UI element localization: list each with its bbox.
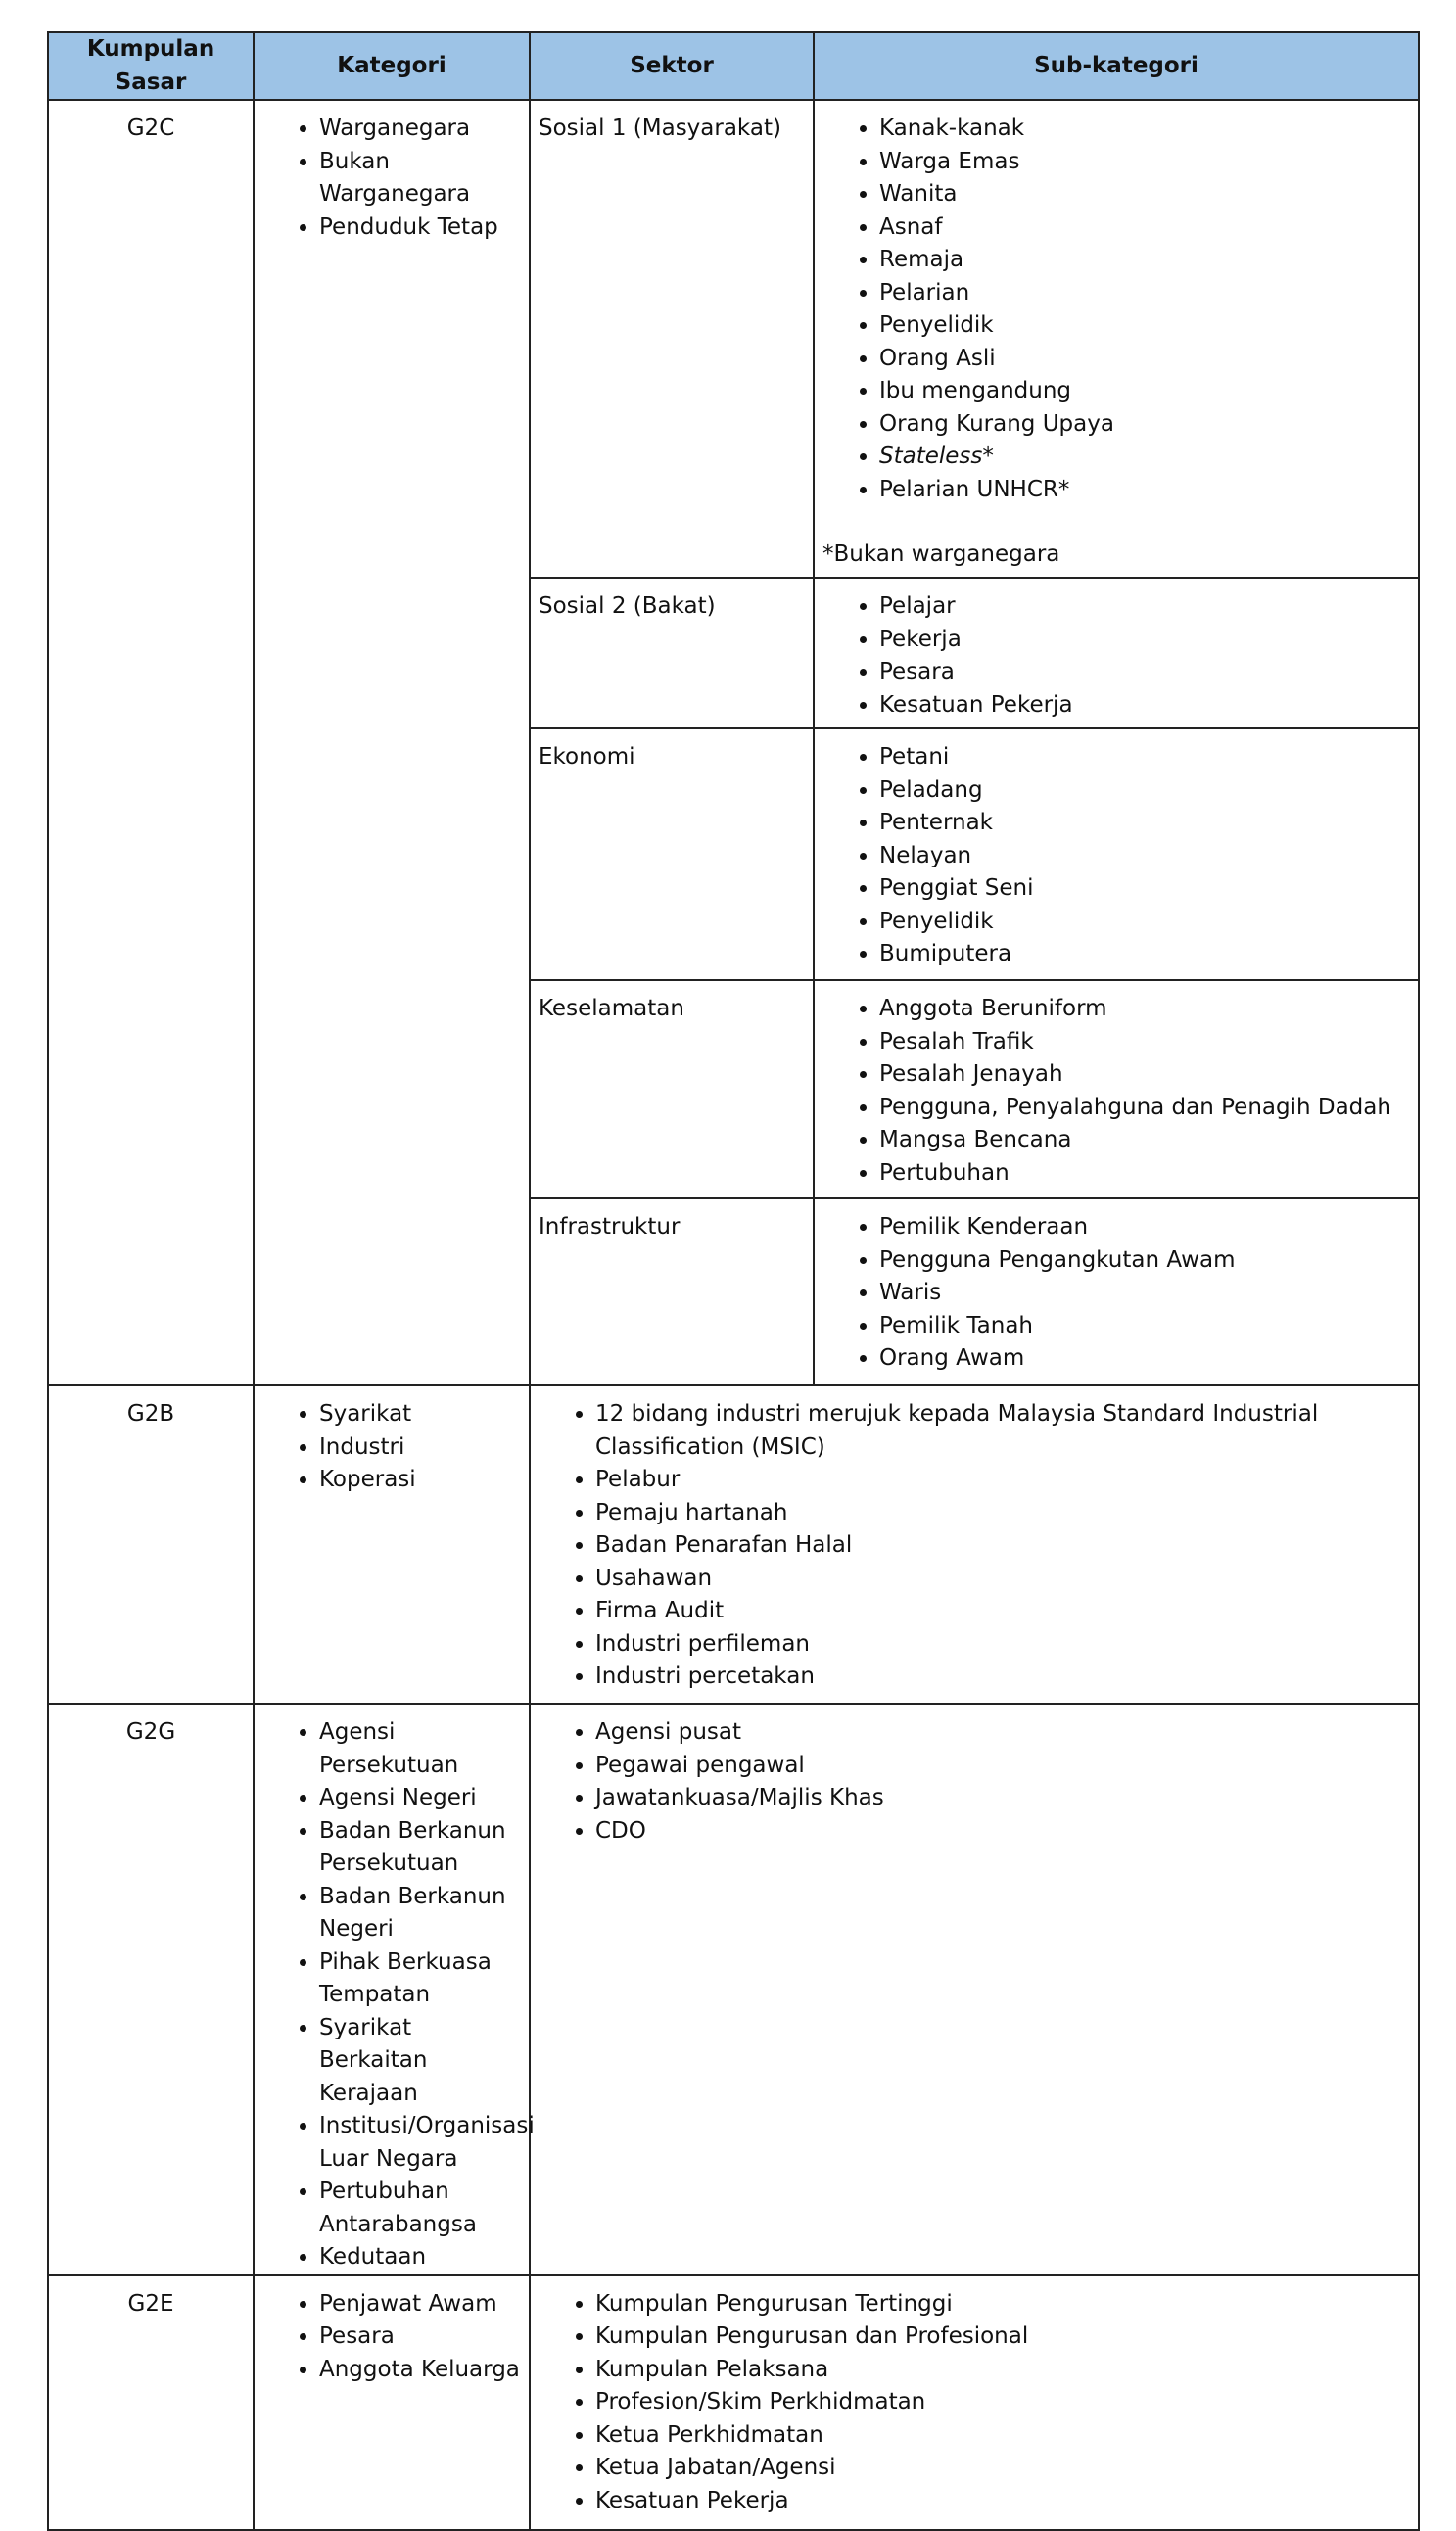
list-item: • Usahawan xyxy=(595,1563,1410,1596)
list-item: • Pemaju hartanah xyxy=(595,1497,1410,1530)
list-item: • Badan Penarafan Halal xyxy=(595,1529,1410,1563)
list-item: • Firma Audit xyxy=(595,1595,1410,1628)
header-category: Kategori xyxy=(254,32,530,100)
header-sector: Sektor xyxy=(530,32,814,100)
footnote: *Bukan warganegara xyxy=(822,541,1060,567)
list-item: • Bukan Warganegara xyxy=(319,146,521,211)
list-item: • Asnaf xyxy=(879,211,1410,245)
sector-cell: Keselamatan xyxy=(530,980,814,1198)
list-item: • Wanita xyxy=(879,178,1410,211)
sector-cell: Sosial 2 (Bakat) xyxy=(530,578,814,728)
group-cell-g2b: G2B xyxy=(48,1385,254,1704)
list-item: • Pemilik Tanah xyxy=(879,1310,1410,1343)
subcategory-cell xyxy=(814,1198,1419,1385)
list-item: • Pelajar xyxy=(879,590,1410,624)
list-item: • Kesatuan Pekerja xyxy=(595,2485,1410,2518)
list-item: • Penternak xyxy=(879,807,1410,840)
list-item: • Pelabur xyxy=(595,1464,1410,1497)
list-item: • Pemilik Kenderaan xyxy=(879,1211,1410,1244)
list-item: • Mangsa Bencana xyxy=(879,1124,1410,1157)
list-item: • Industri perfileman xyxy=(595,1628,1410,1662)
sector-cell: Ekonomi xyxy=(530,728,814,980)
list-item: • Pengguna, Penyalahguna dan Penagih Dadah xyxy=(879,1092,1410,1125)
list-item: • Syarikat xyxy=(319,1398,521,1431)
subcategory-cell xyxy=(814,578,1419,728)
list-item: • Pekerja xyxy=(879,624,1410,657)
sector-cell: Sosial 1 (Masyarakat) xyxy=(530,100,814,578)
header-subcategory: Sub-kategori xyxy=(814,32,1419,100)
list-item: • Kumpulan Pelaksana xyxy=(595,2354,1410,2387)
group-cell-g2g: G2G xyxy=(48,1704,254,2275)
list-item: • Kesatuan Pekerja xyxy=(879,689,1410,723)
list-item: • Pesalah Trafik xyxy=(879,1026,1410,1059)
list-item: • Pengguna Pengangkutan Awam xyxy=(879,1244,1410,1278)
list-item: • Penyelidik xyxy=(879,309,1410,343)
list-item: • Stateless* xyxy=(879,441,1410,474)
list-item: • Orang Awam xyxy=(879,1342,1410,1376)
list-item: • Orang Asli xyxy=(879,343,1410,376)
subcategory-cell xyxy=(814,100,1419,578)
list-item: • Kumpulan Pengurusan Tertinggi xyxy=(595,2288,1410,2321)
list-item: • Warganegara xyxy=(319,113,521,146)
list-item: • Kumpulan Pengurusan dan Profesional xyxy=(595,2320,1410,2354)
target-group-table xyxy=(47,31,1420,2531)
list-item: • Penjawat Awam xyxy=(319,2288,521,2321)
list-item: • Orang Kurang Upaya xyxy=(879,408,1410,442)
group-cell-g2c: G2C xyxy=(48,100,254,1385)
list-item: • Penggiat Seni xyxy=(879,872,1410,906)
list-item: • Pesalah Jenayah xyxy=(879,1058,1410,1092)
list-item: • CDO xyxy=(595,1815,1410,1849)
list-item: • Agensi Persekutuan xyxy=(319,1716,521,1782)
list-item: • Waris xyxy=(879,1277,1410,1310)
list-item: • Bumiputera xyxy=(879,938,1410,971)
list-item: • Penduduk Tetap xyxy=(319,211,521,245)
list-item: • Peladang xyxy=(879,774,1410,808)
subcategory-cell-g2e xyxy=(530,2275,1419,2530)
list-item: • Remaja xyxy=(879,244,1410,277)
category-cell-g2g xyxy=(254,1704,535,2275)
list-item: • Industri xyxy=(319,1431,521,1465)
category-cell-g2e xyxy=(254,2275,530,2530)
list-item: • Pesara xyxy=(319,2320,521,2354)
list-item: • Pertubuhan xyxy=(879,1157,1410,1191)
list-item: • Pertubuhan Antarabangsa xyxy=(319,2176,521,2241)
list-item: • Ketua Jabatan/Agensi xyxy=(595,2452,1410,2485)
list-item: • Badan Berkanun Persekutuan xyxy=(319,1815,521,1881)
header-row xyxy=(48,32,1419,100)
subcategory-cell xyxy=(814,980,1419,1198)
list-item: • Pegawai pengawal xyxy=(595,1750,1410,1783)
list-item: • Pelarian UNHCR* xyxy=(879,474,1410,507)
list-item: • Anggota Keluarga xyxy=(319,2354,521,2387)
list-item: • Nelayan xyxy=(879,840,1410,873)
subcategory-cell-g2b xyxy=(530,1385,1419,1704)
list-item: • Petani xyxy=(879,741,1410,774)
list-item: • Pihak Berkuasa Tempatan xyxy=(319,1946,521,2012)
table-row xyxy=(48,100,1419,578)
category-cell-g2b xyxy=(254,1385,530,1704)
list-item: • Badan Berkanun Negeri xyxy=(319,1881,521,1946)
list-item: • 12 bidang industri merujuk kepada Malaysia Standard Industrial Classification (MSIC) xyxy=(595,1398,1410,1464)
list-item: • Industri percetakan xyxy=(595,1661,1410,1694)
table-row xyxy=(48,1704,1419,2275)
table-row xyxy=(48,2275,1419,2530)
subcategory-cell xyxy=(814,728,1419,980)
list-item: • Kedutaan xyxy=(319,2241,521,2274)
list-item: • Kanak-kanak xyxy=(879,113,1410,146)
category-cell-g2c xyxy=(254,100,530,1385)
list-item: • Ibu mengandung xyxy=(879,375,1410,408)
list-item: • Warga Emas xyxy=(879,146,1410,179)
list-item: • Anggota Beruniform xyxy=(879,993,1410,1026)
list-item: • Pelarian xyxy=(879,277,1410,310)
header-group: Kumpulan Sasar xyxy=(48,32,254,100)
list-item: • Jawatankuasa/Majlis Khas xyxy=(595,1782,1410,1815)
list-item: • Syarikat Berkaitan Kerajaan xyxy=(319,2012,521,2111)
list-item: • Agensi pusat xyxy=(595,1716,1410,1750)
sector-cell: Infrastruktur xyxy=(530,1198,814,1385)
list-item: • Ketua Perkhidmatan xyxy=(595,2419,1410,2453)
list-item: • Institusi/Organisasi Luar Negara xyxy=(319,2110,521,2176)
list-item: • Profesion/Skim Perkhidmatan xyxy=(595,2386,1410,2419)
subcategory-cell-g2g xyxy=(530,1704,1419,2275)
group-cell-g2e: G2E xyxy=(48,2275,254,2530)
list-item: • Pesara xyxy=(879,656,1410,689)
list-item: • Agensi Negeri xyxy=(319,1782,521,1815)
list-item: • Penyelidik xyxy=(879,906,1410,939)
table-row xyxy=(48,1385,1419,1704)
list-item: • Koperasi xyxy=(319,1464,521,1497)
